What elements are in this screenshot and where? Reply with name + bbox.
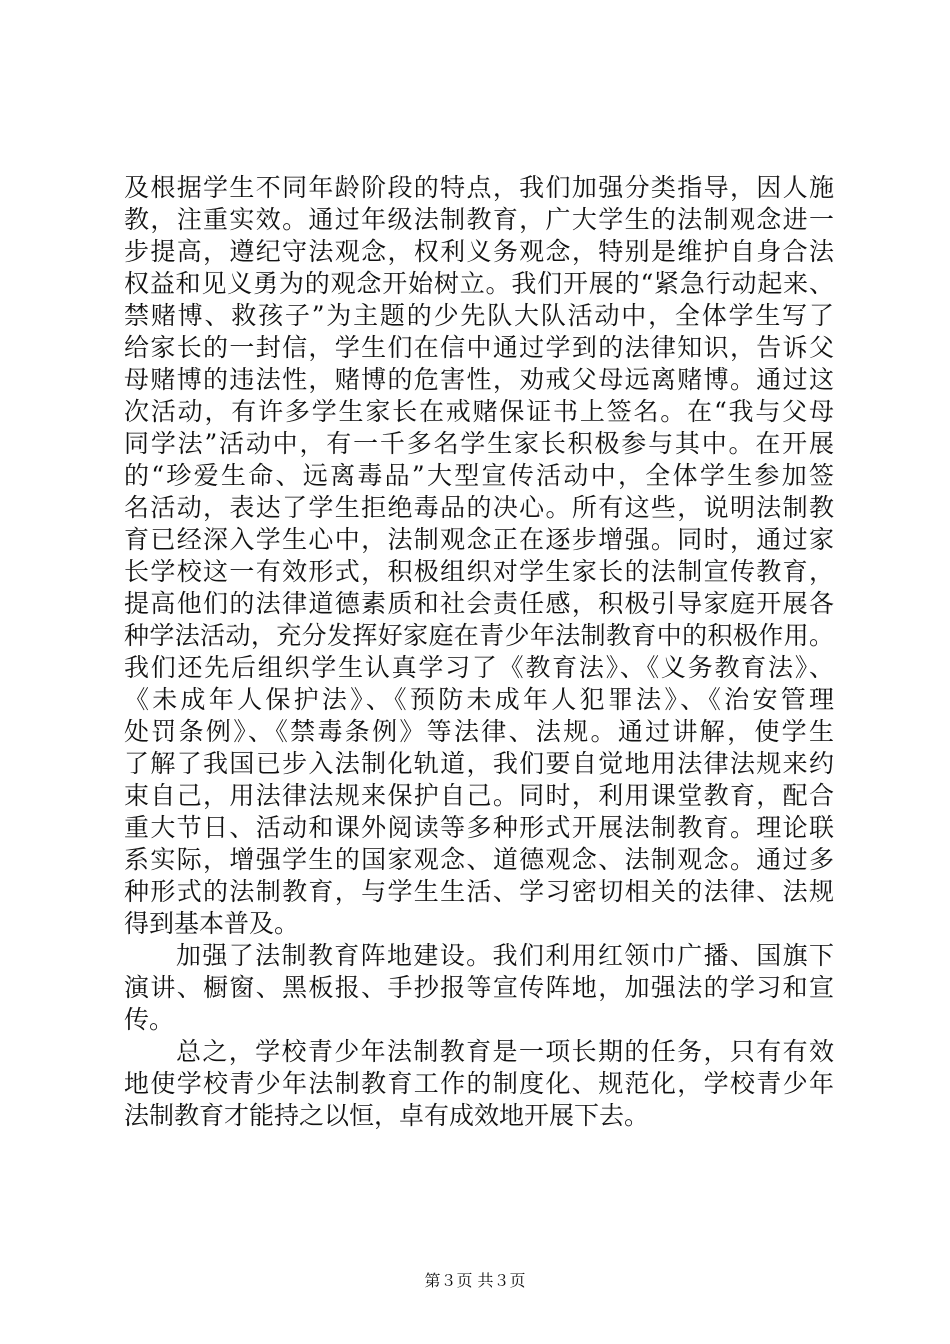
text-line: 禁赌博、救孩子”为主题的少先队大队活动中，全体学生写了 <box>124 301 834 330</box>
text-line: 母赌博的违法性，赌博的危害性，劝戒父母远离赌博。通过这 <box>124 365 834 394</box>
text-line: 步提高，遵纪守法观念，权利义务观念，特别是维护自身合法 <box>124 237 834 266</box>
body-text <box>124 172 834 1132</box>
text-line: 育已经深入学生心中，法制观念正在逐步增强。同时，通过家 <box>124 525 834 554</box>
text-line: 演讲、橱窗、黑板报、手抄报等宣传阵地，加强法的学习和宣 <box>124 973 834 1002</box>
text-line: 法制教育才能持之以恒，卓有成效地开展下去。 <box>124 1101 650 1130</box>
text-line: 系实际，增强学生的国家观念、道德观念、法制观念。通过多 <box>124 845 834 874</box>
text-line: 的“珍爱生命、远离毒品”大型宣传活动中，全体学生参加签 <box>124 461 834 490</box>
text-line: 教，注重实效。通过年级法制教育，广大学生的法制观念进一 <box>124 205 834 234</box>
text-line: 重大节日、活动和课外阅读等多种形式开展法制教育。理论联 <box>124 813 834 842</box>
text-line: 处罚条例》、《禁毒条例》等法律、法规。通过讲解，使学生 <box>124 717 834 746</box>
text-line: 我们还先后组织学生认真学习了《教育法》、《义务教育法》、 <box>124 653 834 682</box>
text-line: 种形式的法制教育，与学生生活、学习密切相关的法律、法规 <box>124 877 834 906</box>
text-line: 加强了法制教育阵地建设。我们利用红领巾广播、国旗下 <box>176 941 834 970</box>
text-line: 次活动，有许多学生家长在戒赌保证书上签名。在“我与父母 <box>124 397 834 426</box>
text-line: 地使学校青少年法制教育工作的制度化、规范化，学校青少年 <box>124 1069 834 1098</box>
text-line: 了解了我国已步入法制化轨道，我们要自觉地用法律法规来约 <box>124 749 834 778</box>
text-line: 及根据学生不同年龄阶段的特点，我们加强分类指导，因人施 <box>124 173 834 202</box>
text-line: 名活动，表达了学生拒绝毒品的决心。所有这些，说明法制教 <box>124 493 834 522</box>
text-line: 种学法活动，充分发挥好家庭在青少年法制教育中的积极作用。 <box>124 621 834 650</box>
text-line: 给家长的一封信，学生们在信中通过学到的法律知识，告诉父 <box>124 333 834 362</box>
text-line: 传。 <box>124 1005 175 1034</box>
text-line: 总之，学校青少年法制教育是一项长期的任务，只有有效 <box>176 1037 834 1066</box>
text-line: 权益和见义勇为的观念开始树立。我们开展的“紧急行动起来、 <box>124 269 834 298</box>
page-number: 第３页 共３页 <box>424 1271 526 1290</box>
text-line: 同学法”活动中，有一千多名学生家长积极参与其中。在开展 <box>124 429 834 458</box>
text-line: 得到基本普及。 <box>124 909 300 938</box>
text-line: 提高他们的法律道德素质和社会责任感，积极引导家庭开展各 <box>124 589 834 618</box>
text-line: 束自己，用法律法规来保护自己。同时，利用课堂教育，配合 <box>124 781 834 810</box>
text-line: 长学校这一有效形式，积极组织对学生家长的法制宣传教育， <box>124 557 834 586</box>
text-line: 《未成年人保护法》、《预防未成年人犯罪法》、《治安管理 <box>124 685 834 714</box>
